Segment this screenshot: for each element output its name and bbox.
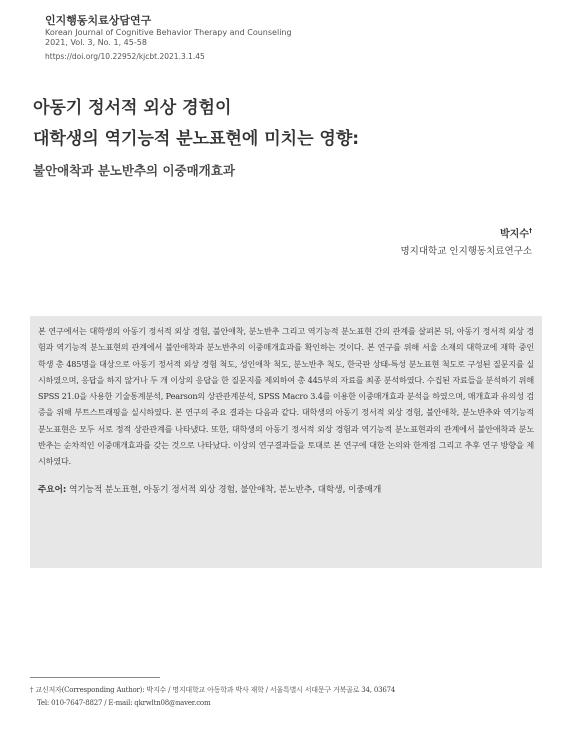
corresponding-mark: † [529,227,532,235]
footnote-correspondence: † 교신저자(Corresponding Author): 박지수 / 명지대학교 아동학과 박사 재학 / 서울특별시 서대문구 거북골로 34, 03674 [30,686,396,694]
abstract-box [30,316,542,568]
author-affiliation: 명지대학교 인지행동치료연구소 [400,246,532,257]
author-name: 박지수 [500,229,529,240]
journal-english-name: Korean Journal of Cognitive Behavior Therapy and Counseling [45,28,292,37]
doi-link[interactable]: https://doi.org/10.22952/kjcbt.2021.3.1.45 [45,52,205,61]
subtitle: 불안애착과 분노반추의 이중매개효과 [33,163,235,178]
footnote [30,684,395,710]
abstract-text: 본 연구에서는 대학생의 아동기 정서적 외상 경험, 불안애착, 분노반추 그리고 역기능적 분노표현 간의 관계를 살펴본 뒤, 아동기 정서적 외상 경험과 역기능적 분노표현의 관계에서 불안애착과 분노반추의 이중매개효과를 확인하는 것이다. 본 연구를 위해 서울 소재의 대학교에 재학 중인 학생 총 485명을 대상으로 아동기 정서적 외상 경험 척도, 성인애착 척도, 분노반추 척도, 한국판 상태-특성 분노표현 척도로 구성된 질문지를 실시하였으며, 응답을 하지 않거나 두 개 이상의 응답을 한 질문지를 제외하여 총 445부의 자료를 최종 분석하였다. 수집된 자료들을 분석하기 위해 SPSS 21.0을 사용한 기술통계분석, Pearson의 상관관계분석, SPSS Macro 3.4를 이용한 이중매개효과 분석을 하였으며, 매개효과 유의성 검증을 위해 부트스트래핑을 실시하였다. 본 연구의 주요 결과는 다음과 같다. 대학생의 아동기 정서적 외상 경험, 불안애착, 분노반추와 역기능적 분노표현은 모두 서로 정적 상관관계를 나타냈다. 또한, 대학생의 아동기 정서적 외상 경험과 역기능적 분노표현과의 관계에서 불안애착과 분노반추는 순차적인 이중매개효과를 갖는 것으로 나타났다. 이상의 연구결과들을 토대로 본 연구에 대한 논의와 한계점 그리고 추후 연구 방향을 제시하였다. [38,326,534,467]
journal-header [45,12,292,61]
keywords-list: 역기능적 분노표현, 아동기 정서적 외상 경험, 불안애착, 분노반추, 대학생, 이중매개 [69,484,382,495]
author [500,225,532,240]
journal-korean-name: 인지행동치료상담연구 [45,14,152,27]
footnote-divider [30,677,160,678]
footnote-contact: Tel: 010-7647-8827 / E-mail: qkrwltn08@naver.com [37,699,211,707]
keywords [38,483,534,495]
title-line-1: 아동기 정서적 외상 경험이 [33,98,232,118]
journal-volume: 2021, Vol. 3, No. 1, 45-58 [45,38,147,47]
keywords-label: 주요어: [38,484,67,495]
title-line-2: 대학생의 역기능적 분노표현에 미치는 영향: [33,129,360,149]
